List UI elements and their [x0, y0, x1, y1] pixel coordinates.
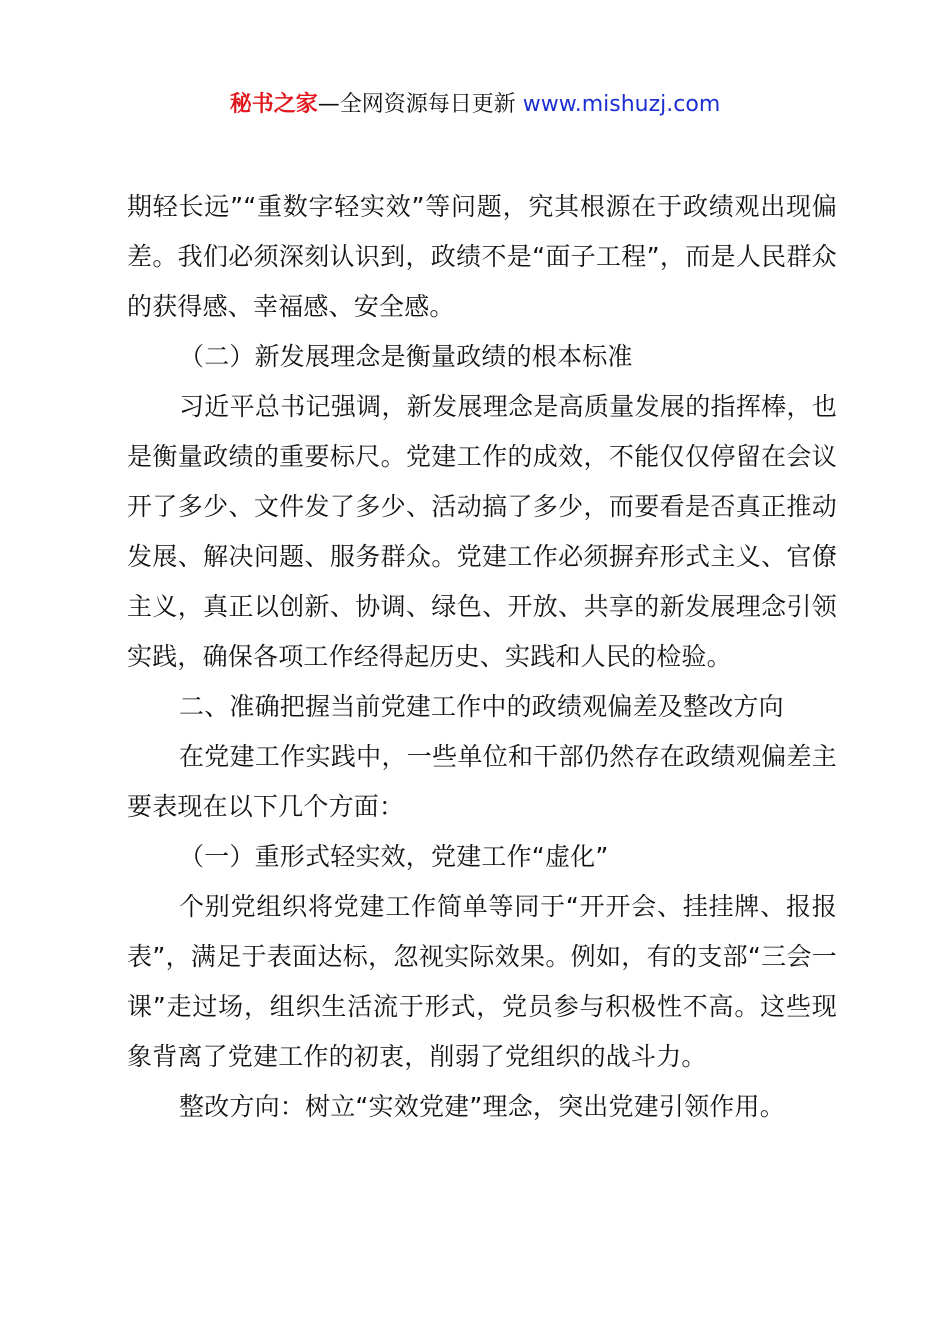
- paragraph: 习近平总书记强调，新发展理念是高质量发展的指挥棒，也是衡量政绩的重要标尺。党建工作的成效，不能仅仅停留在会议开了多少、文件发了多少、活动搞了多少，而要看是否真正推动发展、解决问题、服务群众。党建工作必须摒弃形式主义、官僚主义，真正以创新、协调、绿色、开放、共享的新发展理念引领实践，确保各项工作经得起历史、实践和人民的检验。: [127, 392, 837, 671]
- document-body: [127, 182, 837, 1132]
- paragraph: 在党建工作实践中，一些单位和干部仍然存在政绩观偏差主要表现在以下几个方面：: [127, 742, 837, 821]
- site-url[interactable]: www.mishuzj.com: [522, 92, 721, 117]
- site-header: [0, 88, 950, 122]
- section-heading-1: （一）重形式轻实效，党建工作“虚化”: [179, 842, 609, 871]
- paragraph: 个别党组织将党建工作简单等同于“开开会、挂挂牌、报报表”，满足于表面达标，忽视实际效果。例如，有的支部“三会一课”走过场，组织生活流于形式，党员参与积极性不高。这些现象背离了党建工作的初衷，削弱了党组织的战斗力。: [127, 892, 837, 1071]
- chapter-heading-2: 二、准确把握当前党建工作中的政绩观偏差及整改方向: [179, 692, 784, 721]
- site-tagline: —全网资源每日更新: [317, 92, 523, 117]
- paragraph-continuation: 期轻长远”“重数字轻实效”等问题，究其根源在于政绩观出现偏差。我们必须深刻认识到，政绩不是“面子工程”，而是人民群众的获得感、幸福感、安全感。: [127, 192, 837, 321]
- paragraph: 整改方向：树立“实效党建”理念，突出党建引领作用。: [179, 1092, 785, 1121]
- site-brand: 秘书之家: [229, 92, 318, 117]
- section-heading-2: （二）新发展理念是衡量政绩的根本标准: [179, 342, 633, 371]
